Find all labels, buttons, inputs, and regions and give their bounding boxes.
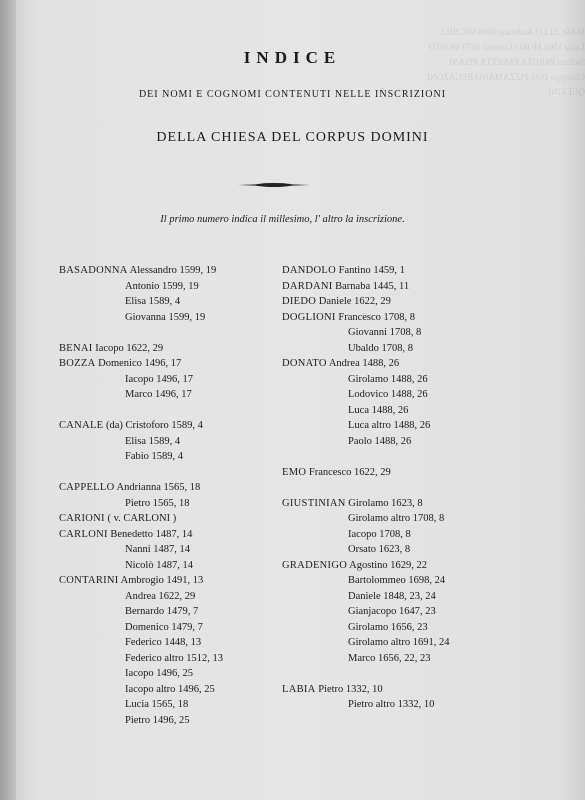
entry-surname: DIEDO xyxy=(282,296,317,307)
index-entry xyxy=(59,356,269,372)
index-entry xyxy=(59,341,269,357)
entry-detail: Daniele 1622, 29 xyxy=(316,296,391,307)
entry-surname: EMO xyxy=(282,466,307,478)
entry-detail: Francesco 1708, 8 xyxy=(335,311,416,323)
index-subentry: Lucia 1565, 18 xyxy=(125,699,189,710)
index-entry xyxy=(59,418,269,434)
entry-spacer xyxy=(59,403,269,419)
index-entry xyxy=(282,294,482,310)
index-subentry: Pietro altro 1332, 10 xyxy=(348,699,435,710)
page-subtitle: DEI NOMI E COGNOMI CONTENUTI NELLE INSCRIZIONI xyxy=(138,89,447,100)
entry-surname: BOZZA xyxy=(59,358,96,369)
index-subentry: Elisa 1589, 4 xyxy=(125,435,181,447)
index-subentry: Pietro 1496, 25 xyxy=(125,714,190,726)
entry-detail: Andrea 1488, 26 xyxy=(326,358,400,369)
entry-detail: Fantino 1459, 1 xyxy=(336,265,405,276)
church-heading: DELLA CHIESA DEL CORPUS DOMINI xyxy=(156,130,429,145)
index-subentry: Girolamo 1656, 23 xyxy=(348,621,428,633)
page-title: INDICE xyxy=(243,48,342,67)
index-subentry: Marco 1496, 17 xyxy=(125,389,192,400)
entry-surname: DONATO xyxy=(282,358,327,369)
entry-detail: Iacopo 1622, 29 xyxy=(92,342,164,354)
entry-detail: Andrianna 1565, 18 xyxy=(114,482,201,493)
index-subentry: Federico altro 1512, 13 xyxy=(125,652,223,664)
index-entry xyxy=(282,558,482,574)
index-subentry: Iacopo altro 1496, 25 xyxy=(125,683,215,695)
entry-spacer xyxy=(59,465,269,481)
index-subentry: Ubaldo 1708, 8 xyxy=(348,342,414,354)
index-subentry: Domenico 1479, 7 xyxy=(125,621,203,633)
index-column-left xyxy=(59,263,269,728)
index-subentry: Bartolommeo 1698, 24 xyxy=(348,575,446,586)
index-subentry: Marco 1656, 22, 23 xyxy=(348,652,431,664)
explanatory-note: Il primo numero indica il millesimo, l' altro la inscrizione. xyxy=(160,214,405,225)
index-subentry: Fabio 1589, 4 xyxy=(125,451,184,462)
entry-spacer xyxy=(282,449,482,465)
index-subentry: Giovanna 1599, 19 xyxy=(125,311,206,323)
index-entry xyxy=(59,480,269,496)
index-entry xyxy=(59,573,269,589)
index-entry xyxy=(59,527,269,543)
entry-surname: GIUSTINIAN xyxy=(282,497,346,509)
index-entry xyxy=(59,263,269,279)
entry-detail: Ambrogio 1491, 13 xyxy=(118,575,204,586)
entry-surname: CAPPELLO xyxy=(59,482,115,493)
entry-detail: (da) Cristoforo 1589, 4 xyxy=(103,420,203,431)
index-entry xyxy=(282,263,482,279)
entry-detail: Francesco 1622, 29 xyxy=(306,466,391,478)
index-subentry: Pietro 1565, 18 xyxy=(125,497,190,509)
entry-detail: Alessandro 1599, 19 xyxy=(127,265,217,276)
index-subentry: Girolamo altro 1691, 24 xyxy=(348,637,450,648)
entry-surname: LABIA xyxy=(282,683,316,695)
entry-surname: DARDANI xyxy=(282,280,333,292)
index-subentry: Daniele 1848, 23, 24 xyxy=(348,590,436,602)
entry-surname: BASADONNA xyxy=(59,265,128,276)
index-subentry: Elisa 1589, 4 xyxy=(125,296,181,307)
entry-surname: CANALE xyxy=(59,420,104,431)
entry-detail: ( v. CARLONI ) xyxy=(104,513,177,524)
entry-detail: Agostino 1629, 22 xyxy=(347,559,428,571)
binding-gutter xyxy=(0,0,16,800)
entry-surname: CARLONI xyxy=(59,528,108,540)
index-subentry: Iacopo 1708, 8 xyxy=(348,528,411,540)
index-entry xyxy=(282,310,482,326)
index-subentry: Bernardo 1479, 7 xyxy=(125,606,199,617)
entry-surname: BENAI xyxy=(59,342,93,354)
index-entry xyxy=(59,511,269,527)
index-subentry: Orsato 1623, 8 xyxy=(348,544,411,555)
entry-surname: CONTARINI xyxy=(59,575,119,586)
index-subentry: Lodovico 1488, 26 xyxy=(348,389,428,400)
entry-surname: DOGLIONI xyxy=(282,311,336,323)
entry-detail: Benedetto 1487, 14 xyxy=(107,528,193,540)
index-entry xyxy=(282,279,482,295)
entry-detail: Barnaba 1445, 11 xyxy=(332,280,410,292)
index-subentry: Antonio 1599, 19 xyxy=(125,280,199,292)
entry-spacer xyxy=(282,666,482,682)
entry-spacer xyxy=(282,480,482,496)
index-subentry: Girolamo 1488, 26 xyxy=(348,373,428,385)
index-column-right xyxy=(282,263,482,713)
index-subentry: Nanni 1487, 14 xyxy=(125,544,191,555)
index-entry xyxy=(282,356,482,372)
index-subentry: Gianjacopo 1647, 23 xyxy=(348,606,436,617)
decorative-rule xyxy=(238,183,310,187)
entry-detail: Domenico 1496, 17 xyxy=(95,358,182,369)
index-entry xyxy=(282,682,482,698)
entry-surname: CARIONI xyxy=(59,513,105,524)
entry-surname: GRADENIGO xyxy=(282,559,348,571)
index-subentry: Iacopo 1496, 17 xyxy=(125,373,193,385)
index-entry xyxy=(282,496,482,512)
index-subentry: Iacopo 1496, 25 xyxy=(125,668,193,679)
index-subentry: Luca 1488, 26 xyxy=(348,404,409,416)
index-subentry: Andrea 1622, 29 xyxy=(125,590,196,602)
index-subentry: Federico 1448, 13 xyxy=(125,637,202,648)
entry-surname: DANDOLO xyxy=(282,265,337,276)
index-subentry: Giovanni 1708, 8 xyxy=(348,327,422,338)
index-subentry: Paolo 1488, 26 xyxy=(348,435,412,447)
entry-detail: Pietro 1332, 10 xyxy=(315,683,383,695)
entry-detail: Girolamo 1623, 8 xyxy=(345,497,423,509)
bleed-through-text: MARCELLO Andreana 1608 MICHIEL Lucia 1568 MORO Lorenzo 1679 MOSTO Stefano PARUTA FARETTA PISANI Giuseppe 1681 PIZZAMANO REGAZONI QUERINI xyxy=(427,27,585,97)
index-subentry: Luca altro 1488, 26 xyxy=(348,420,431,431)
index-subentry: Nicolò 1487, 14 xyxy=(125,559,193,571)
entry-spacer xyxy=(59,325,269,341)
index-entry xyxy=(282,465,482,481)
index-subentry: Girolamo altro 1708, 8 xyxy=(348,513,445,524)
